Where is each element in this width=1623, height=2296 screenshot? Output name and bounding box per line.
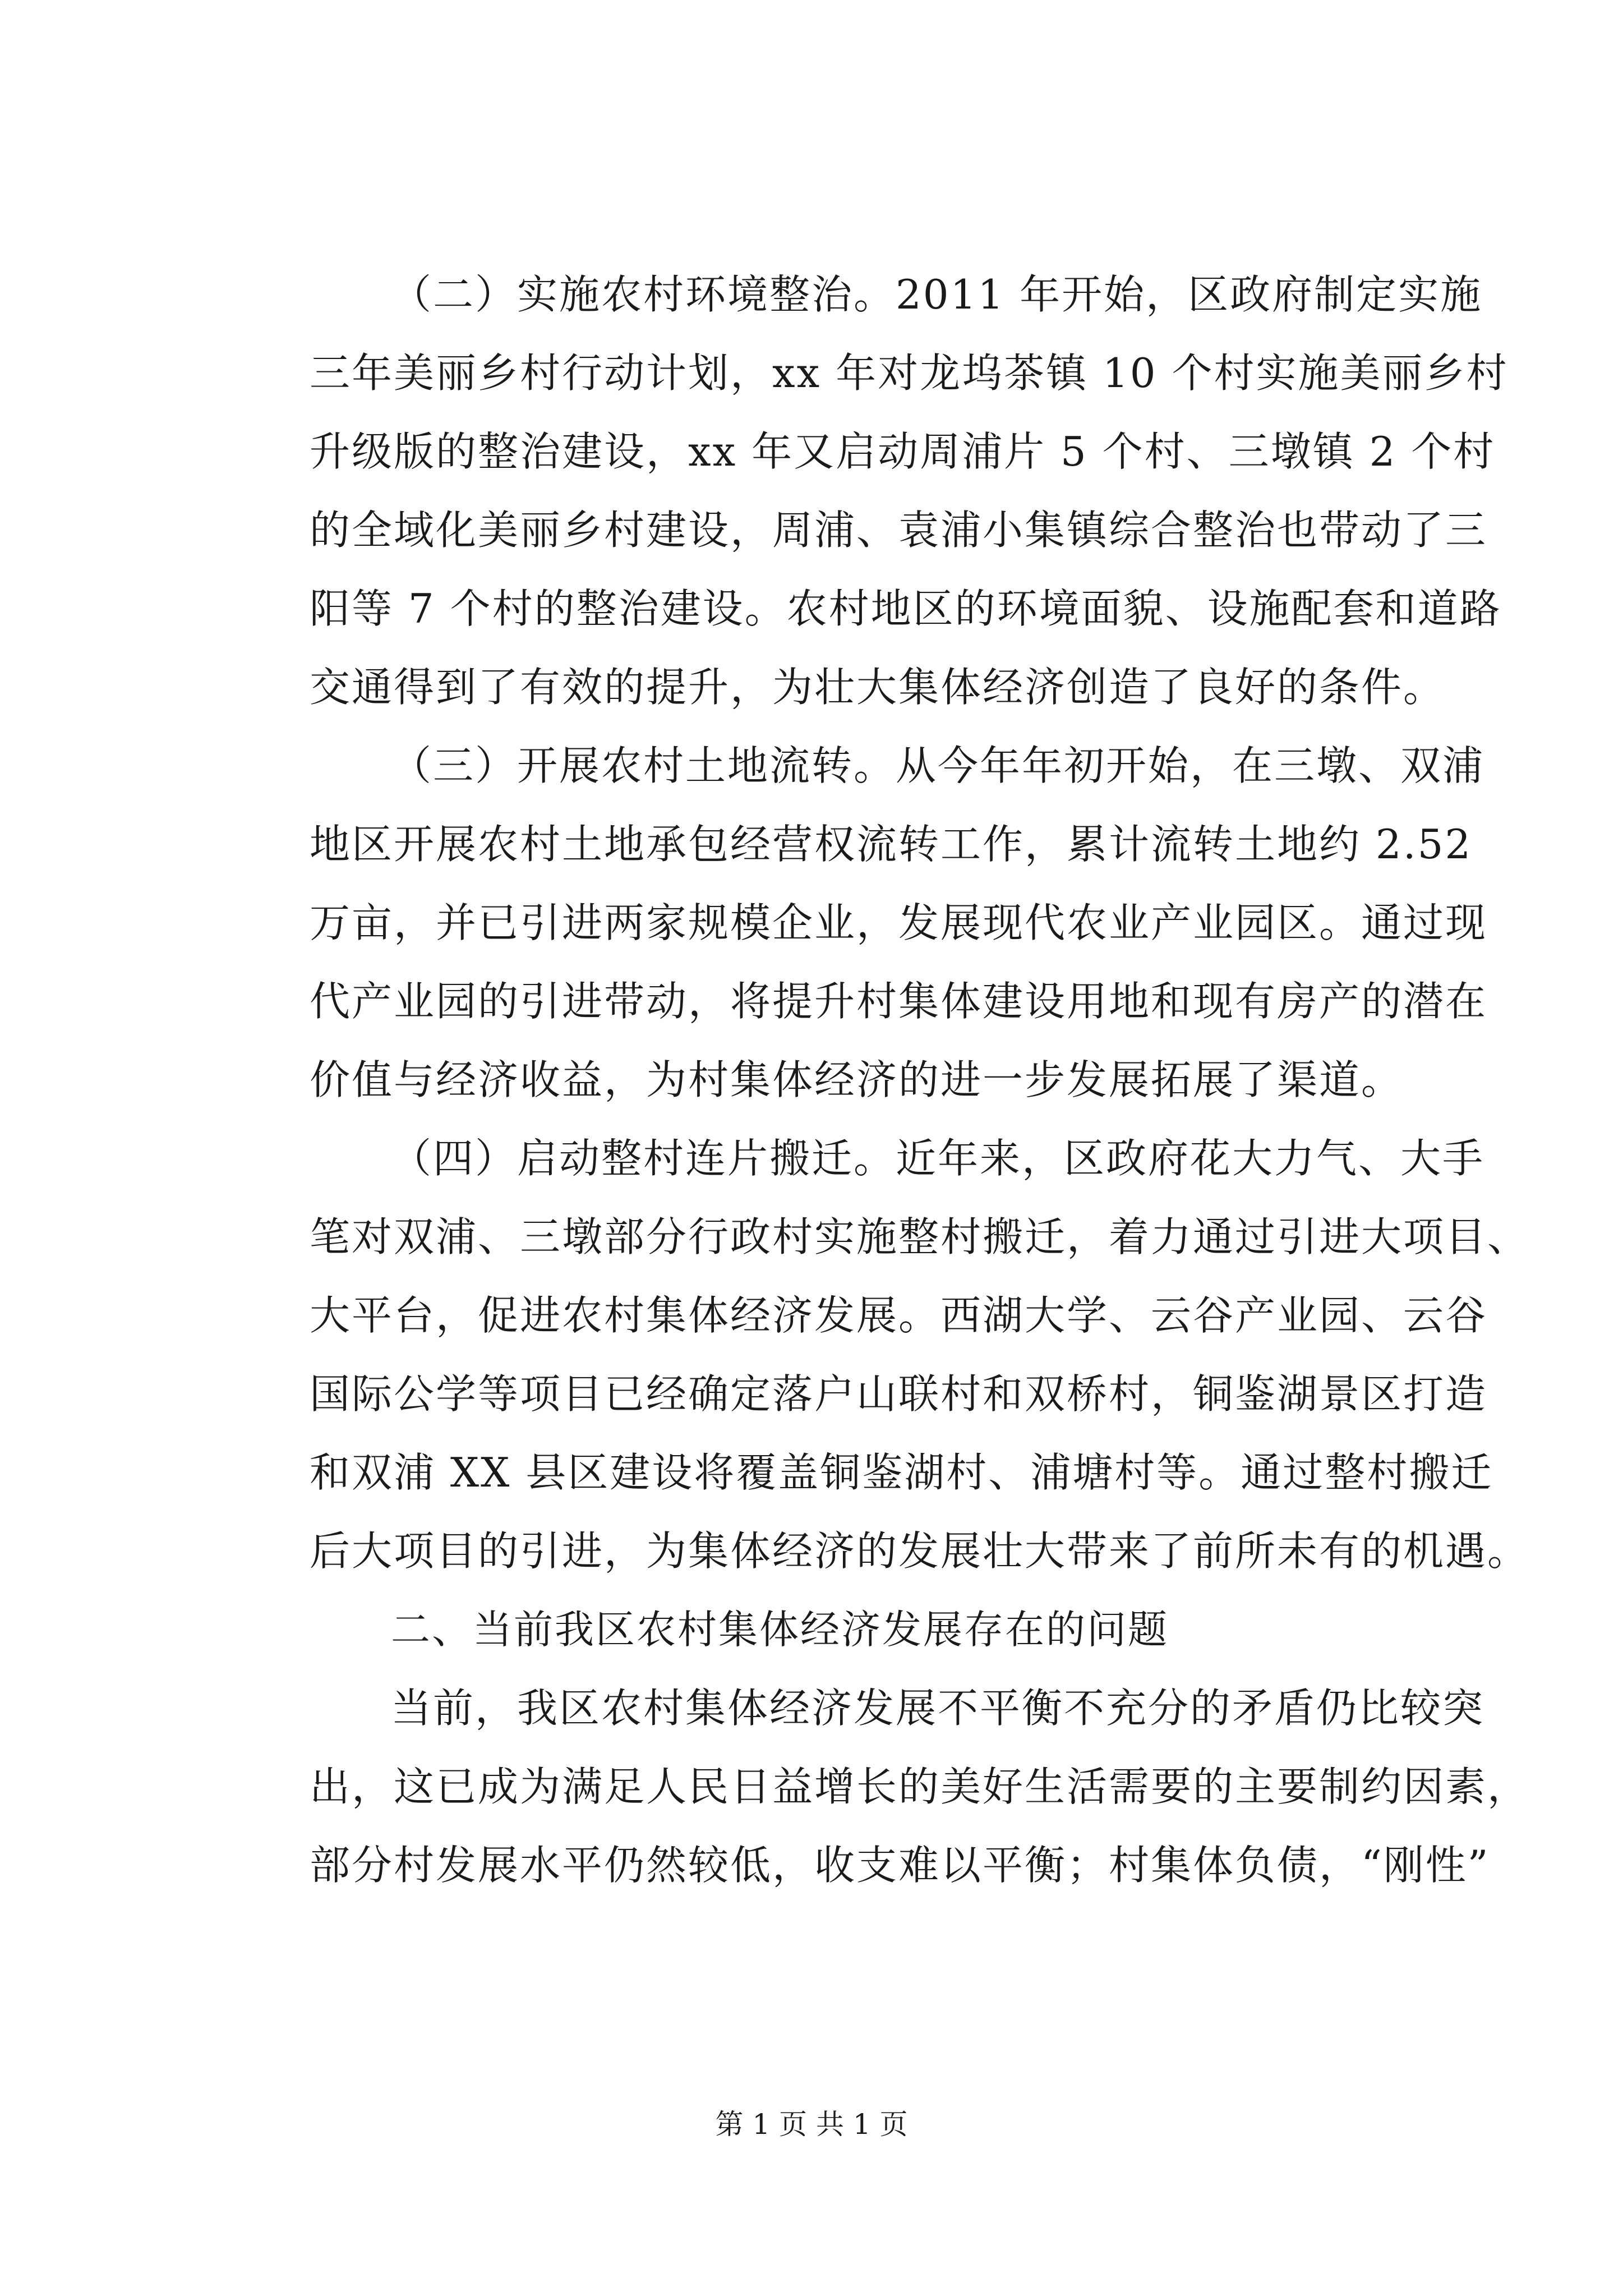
document-body xyxy=(310,255,1530,1904)
paragraph-line: 大平台，促进农村集体经济发展。西湖大学、云谷产业园、云谷 xyxy=(310,1292,1488,1339)
paragraph-line: 的全域化美丽乡村建设，周浦、袁浦小集镇综合整治也带动了三 xyxy=(310,507,1488,554)
paragraph-line: 后大项目的引进，为集体经济的发展壮大带来了前所未有的机遇。 xyxy=(310,1527,1530,1575)
paragraph-line: 代产业园的引进带动，将提升村集体建设用地和现有房产的潜在 xyxy=(310,978,1488,1025)
paragraph-line: 当前，我区农村集体经济发展不平衡不充分的矛盾仍比较突 xyxy=(391,1685,1485,1732)
paragraph-line: （四）启动整村连片搬迁。近年来，区政府花大力气、大手 xyxy=(391,1135,1485,1182)
page-footer xyxy=(0,2105,1623,2144)
paragraph-line: （二）实施农村环境整治。2011 年开始，区政府制定实施 xyxy=(391,271,1483,318)
paragraph-line: 阳等 7 个村的整治建设。农村地区的环境面貌、设施配套和道路 xyxy=(310,585,1502,632)
paragraph-line: 部分村发展水平仍然较低，收支难以平衡；村集体负债，“刚性” xyxy=(310,1842,1490,1889)
paragraph-line: 升级版的整治建设，xx 年又启动周浦片 5 个村、三墩镇 2 个村 xyxy=(310,428,1496,475)
paragraph-line: 出，这已成为满足人民日益增长的美好生活需要的主要制约因素， xyxy=(310,1763,1530,1810)
section-heading: 二、当前我区农村集体经济发展存在的问题 xyxy=(391,1607,1169,1653)
paragraph-line: 价值与经济收益，为村集体经济的进一步发展拓展了渠道。 xyxy=(310,1056,1404,1103)
paragraph-line: 地区开展农村土地承包经营权流转工作，累计流转土地约 2.52 xyxy=(310,821,1473,868)
paragraph-line: 国际公学等项目已经确定落户山联村和双桥村，铜鉴湖景区打造 xyxy=(310,1370,1488,1418)
paragraph-line: 三年美丽乡村行动计划，xx 年对龙坞茶镇 10 个村实施美丽乡村 xyxy=(310,349,1509,397)
page-number-label: 第 1 页 共 1 页 xyxy=(715,2108,908,2141)
paragraph-line: 笔对双浦、三墩部分行政村实施整村搬迁，着力通过引进大项目、 xyxy=(310,1213,1530,1260)
paragraph-line: （三）开展农村土地流转。从今年年初开始，在三墩、双浦 xyxy=(391,742,1485,789)
paragraph-line: 交通得到了有效的提升，为壮大集体经济创造了良好的条件。 xyxy=(310,664,1446,711)
paragraph-line: 和双浦 XX 县区建设将覆盖铜鉴湖村、浦塘村等。通过整村搬迁 xyxy=(310,1449,1493,1496)
paragraph-line: 万亩，并已引进两家规模企业，发展现代农业产业园区。通过现 xyxy=(310,899,1488,946)
